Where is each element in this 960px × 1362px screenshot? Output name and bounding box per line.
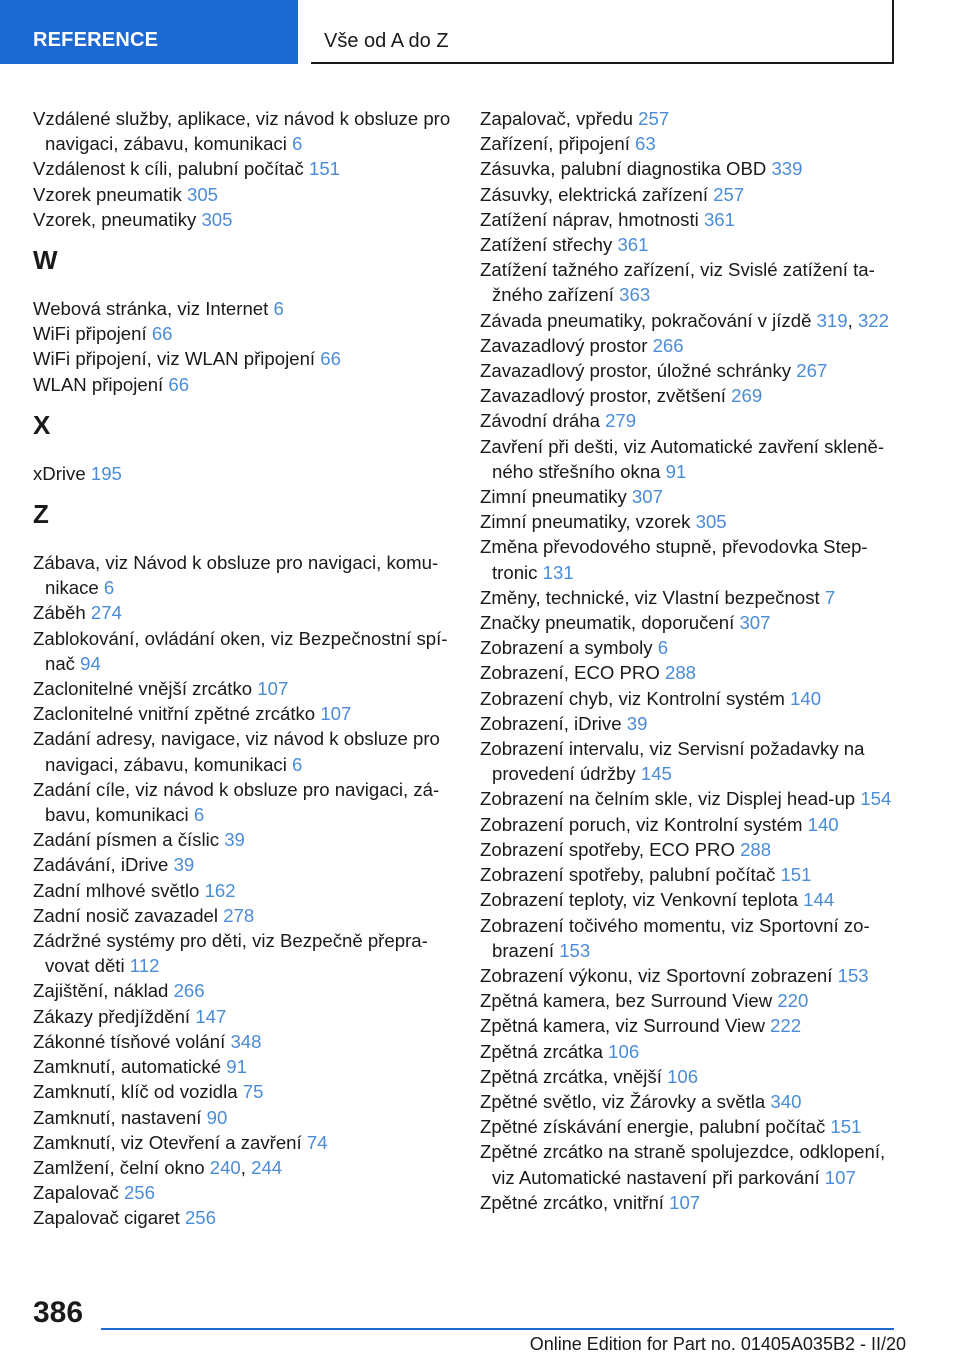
- index-entry-text: Zamlžení, čelní okno: [33, 1156, 205, 1178]
- index-entry-text: Vzorek, pneumatiky: [33, 208, 197, 230]
- page-reference-link[interactable]: 266: [173, 980, 205, 1002]
- index-entry-text: Zásuvka, palubní diagnostika OBD: [480, 158, 767, 180]
- index-entry: [480, 106, 905, 131]
- index-entry-text: Zatížení střechy: [480, 234, 613, 256]
- index-entry: [33, 1004, 453, 1029]
- index-entry-text: Zpětné světlo, viz Žárovky a světla: [480, 1090, 766, 1112]
- index-entry: [480, 131, 905, 156]
- index-entry: [33, 1130, 453, 1155]
- index-entry-text: Zapalovač cigaret: [33, 1207, 180, 1229]
- page-reference-link[interactable]: 112: [129, 955, 160, 977]
- page-reference-link[interactable]: 305: [695, 511, 727, 533]
- index-entry-text: Zobrazení spotřeby, ECO PRO: [480, 838, 735, 860]
- page-reference-link[interactable]: 319: [816, 309, 848, 331]
- page-reference-link[interactable]: 6: [103, 577, 115, 599]
- index-entry-text: Zadní mlhové světlo: [33, 879, 200, 901]
- page-reference-link[interactable]: 288: [664, 662, 697, 684]
- index-entry: [480, 182, 905, 207]
- index-entry: [480, 1190, 905, 1215]
- page-reference-link[interactable]: 106: [608, 1040, 640, 1062]
- page-reference-link[interactable]: 66: [168, 373, 190, 395]
- index-entry: [33, 1054, 453, 1079]
- index-entry-text: Zásuvky, elektrická zařízení: [480, 183, 709, 205]
- index-entry-text: Zadání písmen a číslic: [33, 829, 220, 851]
- page-reference-link[interactable]: 339: [771, 158, 803, 180]
- page-reference-link[interactable]: 307: [739, 612, 771, 634]
- index-entry-text: Zpětná zrcátka: [480, 1040, 603, 1062]
- index-entry-text: Zadávání, iDrive: [33, 854, 169, 876]
- index-letter-heading: X: [33, 409, 51, 440]
- index-entry-text: Zobrazení intervalu, viz Servisní požadavky na provedení údržby: [480, 738, 865, 785]
- index-entry-text: Zimní pneumatiky: [480, 486, 627, 508]
- page-reference-link[interactable]: 144: [803, 889, 835, 911]
- page-number: 386: [33, 1296, 84, 1329]
- page-reference-link[interactable]: 6: [193, 804, 205, 826]
- page-reference-link[interactable]: 220: [777, 990, 809, 1012]
- index-entry-text: Značky pneumatik, doporučení: [480, 612, 735, 634]
- index-entry-text: Zatížení náprav, hmotnosti: [480, 208, 699, 230]
- index-entry-text: Zobrazení, ECO PRO: [480, 662, 660, 684]
- index-entry-text: Zapalovač, vpředu: [480, 108, 633, 129]
- page-reference-link[interactable]: 267: [796, 360, 828, 382]
- index-entry-text: WiFi připojení, viz WLAN připojení: [33, 348, 316, 370]
- header-title-box: [311, 0, 894, 64]
- page-reference-link[interactable]: 151: [830, 1116, 862, 1138]
- page-reference-link[interactable]: 6: [273, 298, 284, 320]
- index-entry-text: Zaclonitelné vnitřní zpětné zrcátko: [33, 703, 316, 725]
- page-reference-link[interactable]: 75: [242, 1081, 264, 1103]
- index-entry-text: Zobrazení točivého momentu, viz Sportovní zobrazení: [480, 914, 870, 961]
- page-reference-link[interactable]: 195: [90, 462, 122, 484]
- footer-rule: [101, 1328, 894, 1330]
- index-entry-text: Zimní pneumatiky, vzorek: [480, 511, 691, 533]
- page-reference-link[interactable]: 154: [860, 788, 892, 810]
- index-entry: [480, 812, 905, 837]
- page-reference-link[interactable]: 66: [151, 323, 173, 345]
- index-entry: [33, 978, 453, 1003]
- index-entry: [33, 600, 453, 625]
- index-entry: [480, 988, 905, 1013]
- index-entry-text: Zavazadlový prostor, zvětšení: [480, 385, 726, 407]
- index-entry-text: Zákazy předjíždění: [33, 1005, 191, 1027]
- page-reference-link[interactable]: 340: [770, 1090, 802, 1112]
- index-entry-text: Záběh: [33, 602, 86, 624]
- page-reference-link[interactable]: 107: [669, 1191, 701, 1213]
- index-entry: [480, 1039, 905, 1064]
- page-reference-link[interactable]: 94: [80, 652, 101, 674]
- index-entry-text: Webová stránka, viz Internet: [33, 298, 269, 320]
- index-entry: [480, 534, 905, 584]
- index-entry: Zamlžení, čelní okno 240, 244: [33, 1156, 283, 1178]
- index-entry: [480, 610, 905, 635]
- page-reference-link[interactable]: 222: [770, 1015, 802, 1037]
- index-entry: [480, 434, 905, 484]
- page-reference-link[interactable]: 240: [209, 1156, 241, 1178]
- index-entry: [33, 928, 453, 978]
- index-entry: [33, 1079, 453, 1104]
- index-entry: [480, 408, 905, 433]
- page-reference-link[interactable]: 151: [308, 158, 341, 180]
- page-reference-link[interactable]: 361: [617, 234, 649, 256]
- page-reference-link[interactable]: 307: [631, 486, 663, 508]
- page-reference-link[interactable]: 91: [226, 1056, 247, 1078]
- page-reference-link[interactable]: 39: [224, 829, 245, 851]
- index-entry: [33, 461, 453, 486]
- page-reference-link[interactable]: 131: [542, 561, 574, 583]
- page-reference-link[interactable]: 107: [320, 703, 352, 725]
- index-entry-text: Závada pneumatiky, pokračování v jízdě: [480, 309, 812, 331]
- index-entry: [33, 106, 453, 156]
- index-entry: [480, 1064, 905, 1089]
- page-reference-link[interactable]: 257: [713, 183, 745, 205]
- index-entry-text: Zobrazení spotřeby, palubní počítač: [480, 864, 776, 886]
- index-entry: [480, 1089, 905, 1114]
- index-entry-text: Zpětné zrcátko na straně spolujezdce, odklopení, viz Automatické nastavení při parkování: [480, 1141, 886, 1188]
- section-tab: [0, 0, 298, 64]
- index-letter-heading: Z: [33, 499, 49, 530]
- index-entry-text: Změna převodového stupně, převodovka Steptronic: [480, 536, 868, 583]
- index-entry: [480, 1013, 905, 1038]
- index-entry-text: Zamknutí, klíč od vozidla: [33, 1081, 238, 1103]
- page-reference-link[interactable]: 363: [619, 284, 651, 306]
- index-entry: [33, 777, 453, 827]
- page-reference-link[interactable]: 39: [626, 712, 648, 734]
- page-reference-link[interactable]: 278: [223, 904, 255, 926]
- index-entry: [480, 862, 905, 887]
- page-reference-link[interactable]: 153: [559, 939, 591, 961]
- index-entry-text: Zamknutí, nastavení: [33, 1106, 202, 1128]
- page-reference-link[interactable]: 39: [173, 854, 195, 876]
- index-entry: [33, 852, 453, 877]
- index-entry: [480, 383, 905, 408]
- index-entry: [480, 711, 905, 736]
- index-entry: [33, 626, 453, 676]
- index-entry-text: Zákonné tísňové volání: [33, 1030, 226, 1052]
- index-entry-text: Zapalovač: [33, 1182, 119, 1204]
- index-entry: [480, 156, 905, 181]
- index-entry: [33, 878, 453, 903]
- page-reference-link[interactable]: 279: [605, 410, 637, 432]
- page-reference-link[interactable]: 256: [184, 1207, 216, 1229]
- index-entry: [33, 321, 453, 346]
- index-entry: [33, 903, 453, 928]
- index-entry: [480, 207, 905, 232]
- index-entry: [33, 346, 453, 371]
- index-entry: [33, 1205, 453, 1230]
- index-entry: [480, 736, 905, 786]
- index-entry-text: Zobrazení výkonu, viz Sportovní zobrazení: [480, 964, 833, 986]
- index-entry-text: Vzdálené služby, aplikace, viz návod k obsluze pro navigaci, zábavu, komunikaci: [33, 108, 451, 155]
- page-reference-link[interactable]: 63: [635, 133, 656, 155]
- index-entry: [480, 887, 905, 912]
- page-reference-link[interactable]: 6: [292, 753, 303, 775]
- index-entry: [480, 333, 905, 358]
- index-entry-text: Zpětná zrcátka, vnější: [480, 1065, 662, 1087]
- index-entry: [33, 701, 453, 726]
- index-entry: [480, 963, 905, 988]
- index-entry: [33, 296, 453, 321]
- index-entry: [480, 358, 905, 383]
- page-reference-link[interactable]: 140: [807, 813, 839, 835]
- index-entry: [33, 550, 453, 600]
- index-entry-text: WiFi připojení: [33, 323, 147, 345]
- page-reference-link[interactable]: 322: [857, 309, 889, 331]
- index-entry: [33, 156, 453, 181]
- page-reference-link[interactable]: 91: [665, 460, 687, 482]
- index-entry: [480, 660, 905, 685]
- index-entry-text: WLAN připojení: [33, 373, 164, 395]
- index-entry: [33, 1180, 453, 1205]
- index-entry-text: Změny, technické, viz Vlastní bezpečnost: [480, 586, 820, 608]
- footer-edition: Online Edition for Part no. 01405A035B2 - II/20: [529, 1334, 906, 1354]
- index-entry: [480, 484, 905, 509]
- index-entry: [33, 207, 453, 232]
- page-reference-link[interactable]: 74: [306, 1131, 328, 1153]
- index-column-right: [480, 106, 905, 1215]
- index-entry: [480, 257, 905, 307]
- page-reference-link[interactable]: 107: [824, 1166, 856, 1188]
- page-reference-link[interactable]: 288: [740, 838, 772, 860]
- page-reference-link[interactable]: 266: [652, 334, 684, 356]
- page-reference-link[interactable]: 106: [667, 1065, 699, 1087]
- index-entry-text: Zobrazení chyb, viz Kontrolní systém: [480, 687, 785, 709]
- index-entry-text: Zamknutí, automatické: [33, 1056, 222, 1078]
- index-entry: [480, 509, 905, 534]
- index-entry-text: Zatížení tažného zařízení, viz Svislé zatížení tažného zařízení: [480, 259, 875, 306]
- page-reference-link[interactable]: 257: [638, 108, 670, 129]
- index-entry: [480, 686, 905, 711]
- index-entry: [33, 1105, 453, 1130]
- index-entry-text: Zadání cíle, viz návod k obsluze pro navigaci, zábavu, komunikaci: [33, 778, 440, 826]
- page-reference-link[interactable]: 162: [204, 879, 236, 901]
- index-entry: [480, 585, 905, 610]
- page-reference-link[interactable]: 153: [837, 964, 869, 986]
- index-entry: [480, 232, 905, 257]
- index-entry-text: Zadní nosič zavazadel: [33, 904, 219, 926]
- index-entry-text: Zavazadlový prostor, úložné schránky: [480, 360, 792, 382]
- page-reference-link[interactable]: 151: [780, 864, 812, 886]
- index-entry-text: Závodní dráha: [480, 410, 600, 432]
- index-entry: [33, 726, 453, 776]
- page-reference-link[interactable]: 140: [790, 687, 822, 709]
- index-entry: [33, 676, 453, 701]
- page-title: Vše od A do Z: [324, 30, 449, 52]
- index-letter-heading: W: [33, 245, 58, 276]
- index-entry: [480, 837, 905, 862]
- index-entry-text: Zpětná kamera, viz Surround View: [480, 1015, 765, 1037]
- index-entry: [480, 913, 905, 963]
- index-entry-text: Zablokování, ovládání oken, viz Bezpečnostní spínač: [33, 627, 448, 674]
- index-entry-text: Zobrazení teploty, viz Venkovní teplota: [480, 889, 798, 911]
- page-reference-link[interactable]: 256: [123, 1182, 155, 1204]
- index-entry: [33, 1029, 453, 1054]
- index-entry: [480, 786, 905, 811]
- index-entry-text: Zobrazení na čelním skle, viz Displej head-up: [480, 788, 856, 810]
- section-label: REFERENCE: [33, 29, 159, 51]
- index-entry-text: xDrive: [33, 462, 86, 484]
- index-entry-text: Zádržné systémy pro děti, viz Bezpečně přepravovat děti: [33, 930, 428, 977]
- index-entry: [33, 827, 453, 852]
- index-entry-text: Vzdálenost k cíli, palubní počítač: [33, 158, 304, 180]
- index-entry-text: Zajištění, náklad: [33, 980, 169, 1002]
- index-entry-text: Zavření při dešti, viz Automatické zavření skleněného střešního okna: [480, 435, 885, 482]
- page-reference-link[interactable]: 7: [824, 586, 836, 608]
- index-entry-text: Zobrazení a symboly: [480, 637, 653, 659]
- index-entry: [33, 372, 453, 397]
- index-entry-text: Vzorek pneumatik: [33, 183, 182, 205]
- index-column-left: [33, 106, 453, 1231]
- page-reference-link[interactable]: 90: [206, 1106, 228, 1128]
- page-reference-link[interactable]: 66: [320, 348, 341, 370]
- page-reference-link[interactable]: 244: [251, 1156, 283, 1178]
- page-reference-link[interactable]: 361: [703, 208, 735, 230]
- page-reference-link[interactable]: 6: [292, 133, 303, 155]
- page-reference-link[interactable]: 305: [201, 208, 233, 230]
- index-entry-text: Zavazadlový prostor: [480, 334, 648, 356]
- index-entry-text: Zařízení, připojení: [480, 133, 630, 155]
- index-entry-text: Zobrazení poruch, viz Kontrolní systém: [480, 813, 803, 835]
- index-entry-text: Zamknutí, viz Otevření a zavření: [33, 1131, 302, 1153]
- index-entry-text: Zábava, viz Návod k obsluze pro navigaci, komunikace: [33, 552, 439, 599]
- index-entry-text: Zpětné zrcátko, vnitřní: [480, 1191, 664, 1213]
- index-entry: [480, 635, 905, 660]
- page-reference-link[interactable]: 348: [230, 1030, 262, 1052]
- page-reference-link[interactable]: 305: [187, 183, 219, 205]
- index-entry-text: Zpětná kamera, bez Surround View: [480, 990, 773, 1012]
- index-entry: [480, 1139, 905, 1189]
- index-entry: [33, 182, 453, 207]
- index-entry: [480, 1114, 905, 1139]
- index-entry: Závada pneumatiky, pokračování v jízdě 319, 322: [480, 309, 889, 331]
- page-reference-link[interactable]: 147: [195, 1005, 227, 1027]
- page-reference-link[interactable]: 6: [657, 637, 669, 659]
- index-entry-text: Zobrazení, iDrive: [480, 712, 622, 734]
- index-entry-text: Zpětné získávání energie, palubní počítač: [480, 1116, 826, 1138]
- page-reference-link[interactable]: 274: [90, 602, 122, 624]
- index-entry-text: Zaclonitelné vnější zrcátko: [33, 678, 253, 700]
- index-entry-text: Zadání adresy, navigace, viz návod k obsluze pro navigaci, zábavu, komunikaci: [33, 728, 440, 775]
- page-reference-link[interactable]: 269: [731, 385, 763, 407]
- page-reference-link[interactable]: 145: [640, 763, 672, 785]
- page-reference-link[interactable]: 107: [257, 678, 289, 700]
